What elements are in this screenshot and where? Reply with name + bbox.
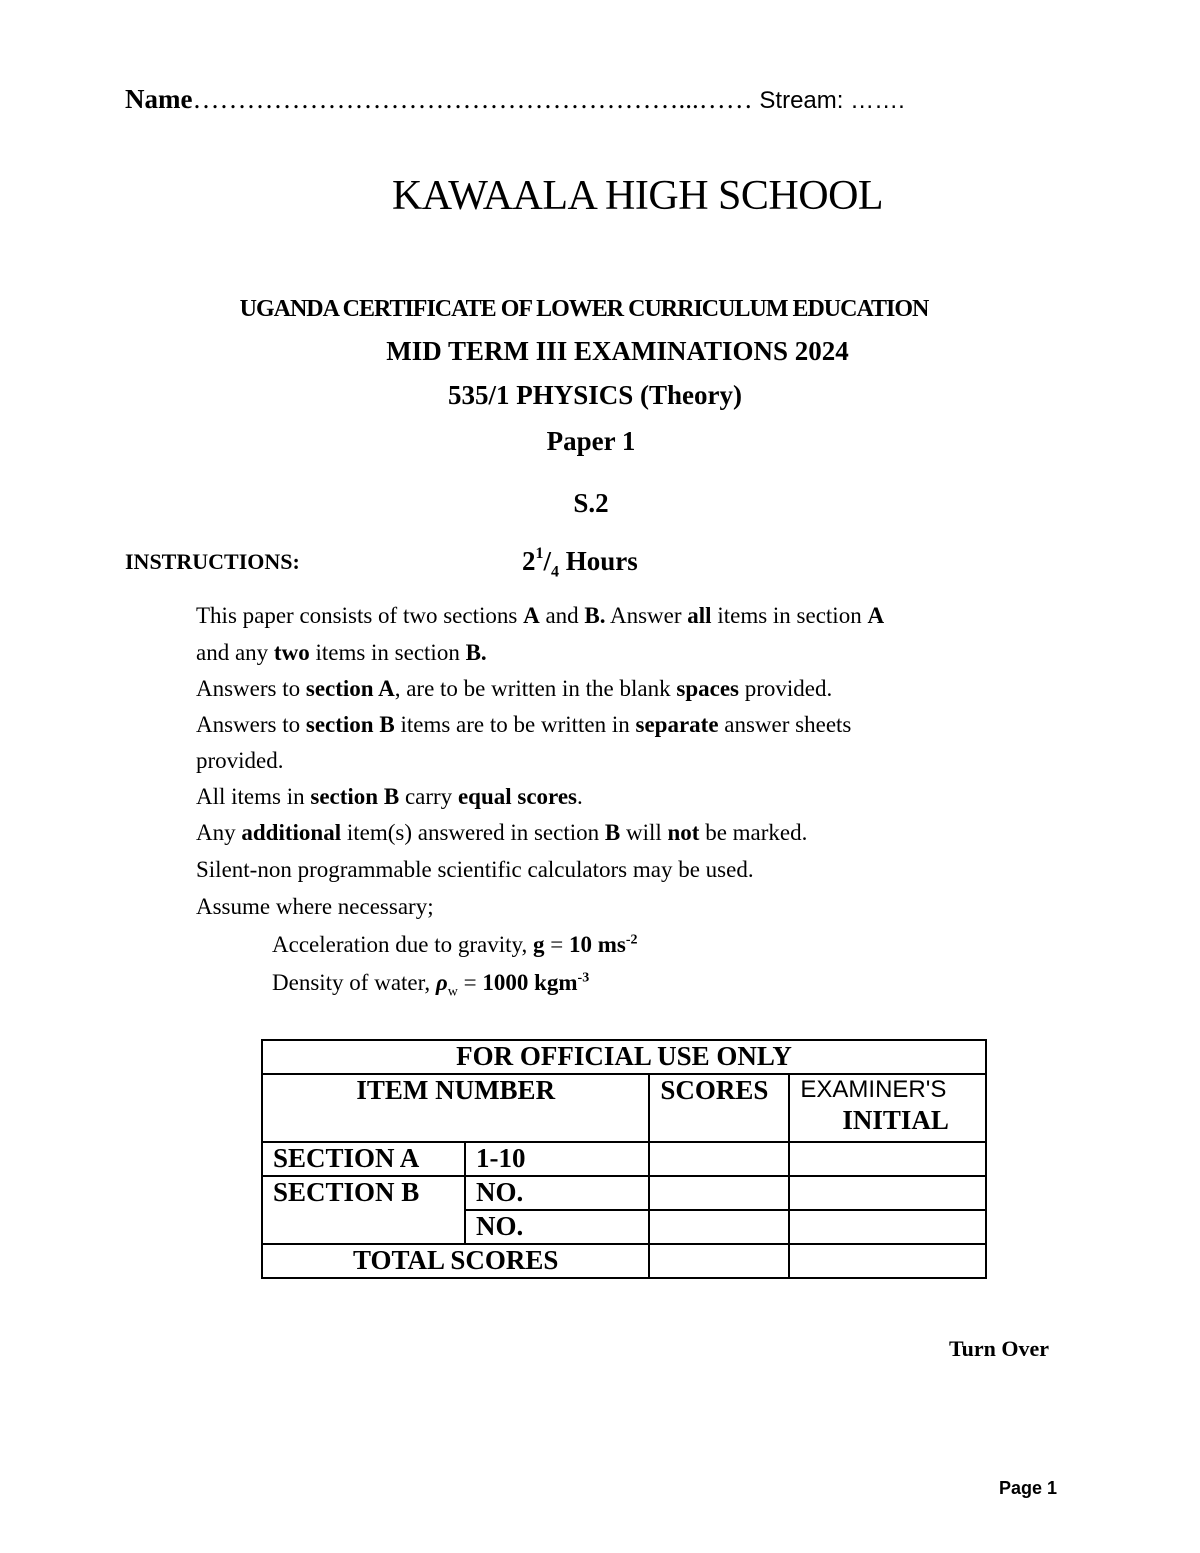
- row-label-section-b: SECTION B: [262, 1176, 465, 1244]
- section-a-items: 1-10: [465, 1142, 649, 1176]
- instruction-item-continuation: provided.: [196, 748, 284, 773]
- total-initial-cell[interactable]: [789, 1244, 986, 1278]
- instruction-item: Any additional item(s) answered in section B will not be marked.: [196, 820, 808, 845]
- score-cell[interactable]: [649, 1142, 789, 1176]
- duration: $2^1/_4$ Hours: [522, 545, 638, 581]
- col-header-scores: SCORES: [649, 1074, 789, 1142]
- page-number: Page 1: [999, 1478, 1058, 1498]
- instruction-item: Silent-non programmable scientific calculators may be used.: [196, 857, 754, 882]
- instruction-item: Answers to section A, are to be written in the blank spaces provided.: [196, 676, 833, 701]
- sub-instruction-gravity: Acceleration due to gravity, g = 10 $ms^{-2}$: [272, 932, 638, 957]
- col-header-item-number: ITEM NUMBER: [262, 1074, 649, 1142]
- paper-number: Paper 1: [546, 426, 636, 456]
- section-b-item-no[interactable]: NO.: [465, 1176, 649, 1210]
- class-level: S.2: [573, 488, 609, 518]
- duration-denominator: 4: [551, 563, 560, 581]
- name-label: Name: [125, 84, 193, 114]
- certificate-title: UGANDA CERTIFICATE OF LOWER CURRICULUM EDUCATION: [239, 296, 929, 322]
- row-label-section-a: SECTION A: [262, 1142, 465, 1176]
- subject-title: 535/1 PHYSICS (Theory): [447, 380, 742, 410]
- col-header-examiner-initial: [789, 1074, 986, 1142]
- turn-over-note: Turn Over: [949, 1336, 1050, 1361]
- score-cell[interactable]: [649, 1176, 789, 1210]
- name-stream-line: [125, 84, 905, 115]
- instruction-item: This paper consists of two sections A and B. Answer all items in section A: [196, 603, 885, 628]
- instruction-item-continuation: and any two items in section B.: [196, 640, 487, 665]
- instruction-item: All items in section B carry equal scores.: [196, 784, 583, 809]
- initial-cell[interactable]: [789, 1210, 986, 1244]
- initial-label: INITIAL: [842, 1105, 949, 1135]
- instruction-item: Answers to section B items are to be written in separate answer sheets: [196, 712, 852, 737]
- instructions-heading: INSTRUCTIONS:: [125, 549, 300, 574]
- section-b-item-no[interactable]: NO.: [465, 1210, 649, 1244]
- initial-cell[interactable]: [789, 1142, 986, 1176]
- table-title: FOR OFFICIAL USE ONLY: [262, 1040, 986, 1074]
- exam-title: MID TERM III EXAMINATIONS 2024: [386, 336, 849, 366]
- stream-field[interactable]: Stream: …….: [752, 87, 905, 114]
- examiner-label: EXAMINER'S: [800, 1076, 947, 1103]
- initial-cell[interactable]: [789, 1176, 986, 1210]
- sub-instruction-density: Density of water, $\rho_w = 1000$ kgm$^{-3}$: [272, 970, 590, 1000]
- school-name: KAWAALA HIGH SCHOOL: [391, 173, 884, 219]
- instruction-item: Assume where necessary;: [196, 894, 434, 919]
- total-score-cell[interactable]: [649, 1244, 789, 1278]
- duration-whole: 2: [522, 546, 536, 576]
- duration-numerator: 1: [535, 545, 544, 562]
- row-label-total-scores: TOTAL SCORES: [262, 1244, 649, 1278]
- duration-unit: Hours: [559, 546, 638, 576]
- score-cell[interactable]: [649, 1210, 789, 1244]
- name-field[interactable]: ………………………………………………...……: [192, 84, 753, 114]
- official-use-table: [261, 1039, 987, 1279]
